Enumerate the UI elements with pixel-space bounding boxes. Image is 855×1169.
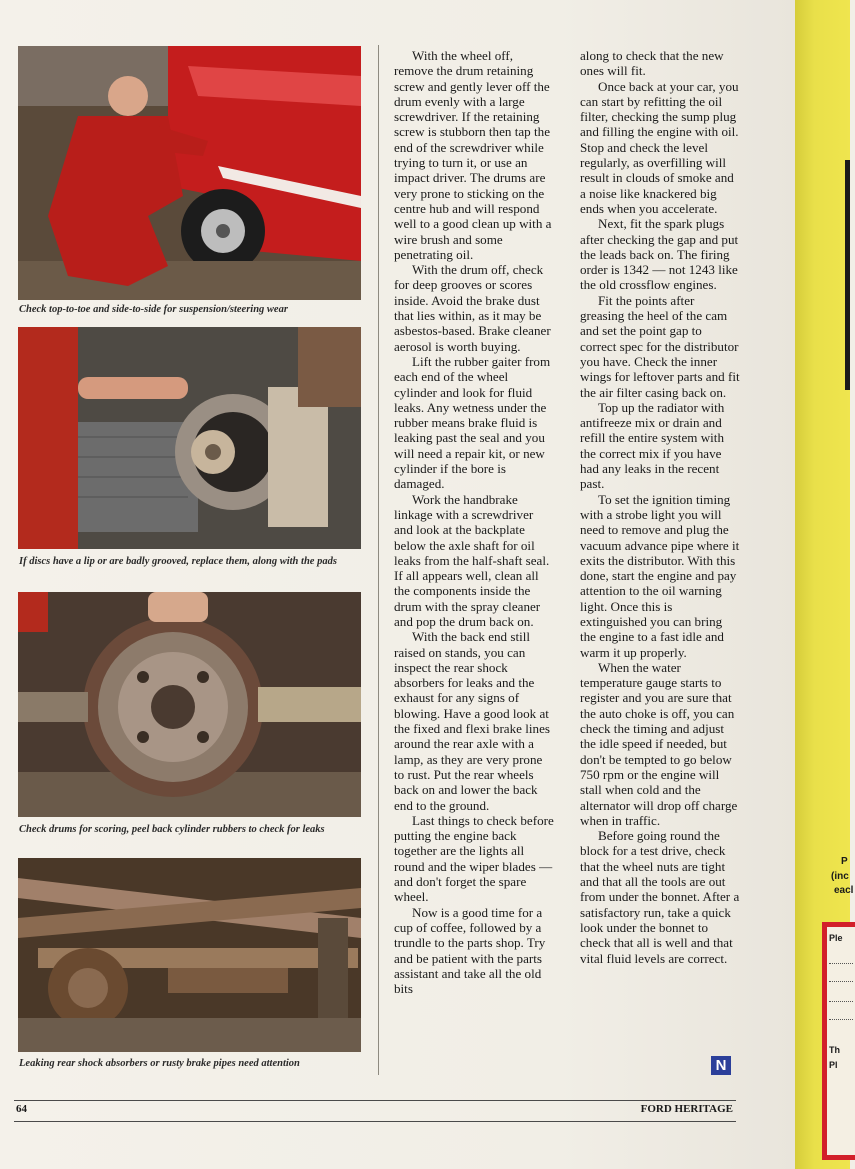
column-divider (378, 45, 379, 1075)
coupon-line (829, 963, 853, 964)
paragraph: When the water temperature gauge starts to register and you are sure that the auto choke is off, you can check the timing and adjust the idle speed if needed, but don't be tempted to go below 750 rpm or the engine will stall when cold and the alternator will drop off charge when in traffic. (580, 659, 738, 828)
photo-rear-axle-image (18, 858, 361, 1052)
page-number: 64 (16, 1103, 27, 1115)
coupon-text: Pl (829, 1060, 838, 1070)
paragraph: along to check that the new ones will fit. (580, 48, 724, 79)
paragraph: Work the handbrake linkage with a screwdriver and look at the backplate below the axle shaft for oil leaks from the half-shaft seal. If all appears well, clean all the components inside the drum with the spray cleaner and pop the drum back on. (394, 491, 550, 629)
adjacent-text: eacl (834, 885, 854, 896)
paragraph: With the drum off, check for deep grooves or scores inside. Avoid the brake dust that lies within, as it may be asbestos-based. Brake cleaner aerosol is worth buying. (394, 262, 551, 354)
adjacent-box-border (845, 160, 850, 390)
photo-wheel-check (18, 46, 361, 300)
footer-rule (14, 1100, 736, 1101)
photo-rear-drum (18, 592, 361, 817)
photo-rear-axle (18, 858, 361, 1052)
adjacent-coupon (822, 922, 855, 1160)
paragraph: Next, fit the spark plugs after checking the gap and put the leads back on. The firing order is 1342 — not 1243 like the old crossflow engines. (580, 216, 739, 293)
photo-wheel-check-image (18, 46, 361, 300)
paragraph: To set the ignition timing with a strobe light you will need to remove and plug the vacuum advance pipe where it exits the distributor. With this done, start the engine and pay attention to the oil warning light. Once this is extinguished you can bring the engine to a fast idle and warm it up properly. (580, 491, 740, 660)
coupon-line (829, 1019, 853, 1020)
coupon-text: Th (829, 1045, 840, 1055)
paragraph: Fit the points after greasing the heel of the cam and set the point gap to correct spec for the distributor you have. Check the inner wings for leftover parts and fit the air filter casing back on. (580, 292, 740, 400)
photo-brake-disc-image (18, 327, 361, 549)
paragraph: Once back at your car, you can start by refitting the oil filter, checking the sump plug and filling the engine with oil. Stop and check the level regularly, as overfilling will result in clouds of smoke and a noise like knackered big ends when you accelerate. (580, 78, 739, 216)
paragraph: Before going round the block for a test drive, check that the wheel nuts are tight and that all the tools are out from under the bonnet. After a satisfactory run, take a quick look under the bonnet to check that all is well and that vital fluid levels are correct. (580, 828, 740, 966)
coupon-line (829, 1001, 853, 1002)
adjacent-text: (inc (831, 871, 849, 882)
photo-rear-drum-image (18, 592, 361, 817)
magazine-name: FORD HERITAGE (640, 1103, 733, 1115)
adjacent-text: P (841, 856, 848, 867)
paragraph: Top up the radiator with antifreeze mix or drain and refill the entire system with the correct mix if you have had any leaks in the recent past. (580, 399, 725, 492)
photo3-caption: Check drums for scoring, peel back cylinder rubbers to check for leaks (19, 824, 325, 835)
photo1-caption: Check top-to-toe and side-to-side for suspension/steering wear (19, 304, 288, 315)
footer-rule-bottom (14, 1121, 736, 1122)
photo-brake-disc (18, 327, 361, 549)
paragraph: Lift the rubber gaiter from each end of the wheel cylinder and look for fluid leaks. Any wetness under the rubber means brake fluid is leaking past the seal and you will need a repair kit, or new cylinder if the bore is damaged. (394, 353, 551, 492)
article-column-1 (394, 48, 554, 996)
coupon-line (829, 981, 853, 982)
photo4-caption: Leaking rear shock absorbers or rusty brake pipes need attention (19, 1058, 300, 1069)
paragraph: With the wheel off, remove the drum retaining screw and gently lever off the drum evenly with a large screwdriver. If the retaining screw is stubborn then tap the end of the screwdriver while trying to turn it, or use an impact driver. The drums are very prone to sticking on the centre hub and will respond well to a good clean up with a wire brush and some penetrating oil. (394, 48, 552, 262)
paragraph: Now is a good time for a cup of coffee, followed by a trundle to the parts shop. Try and be patient with the parts assistant and take all the old bits (394, 904, 546, 997)
end-of-article-mark: N (711, 1056, 731, 1075)
article-column-2 (580, 48, 740, 966)
adjacent-page-edge (795, 0, 854, 1169)
coupon-text: Ple (829, 933, 843, 943)
paragraph: Last things to check before putting the engine back together are the lights all round and the wiper blades — and don't forget the spare wheel. (394, 812, 554, 905)
paragraph: With the back end still raised on stands, you can inspect the rear shock absorbers for leaks and the exhaust for any signs of blowing. Have a good look at the fixed and flexi brake lines around the rear axle with a lamp, as they are very prone to rust. Put the rear wheels back on and lower the back end to the ground. (394, 629, 550, 813)
photo2-caption: If discs have a lip or are badly grooved, replace them, along with the pads (19, 556, 337, 567)
